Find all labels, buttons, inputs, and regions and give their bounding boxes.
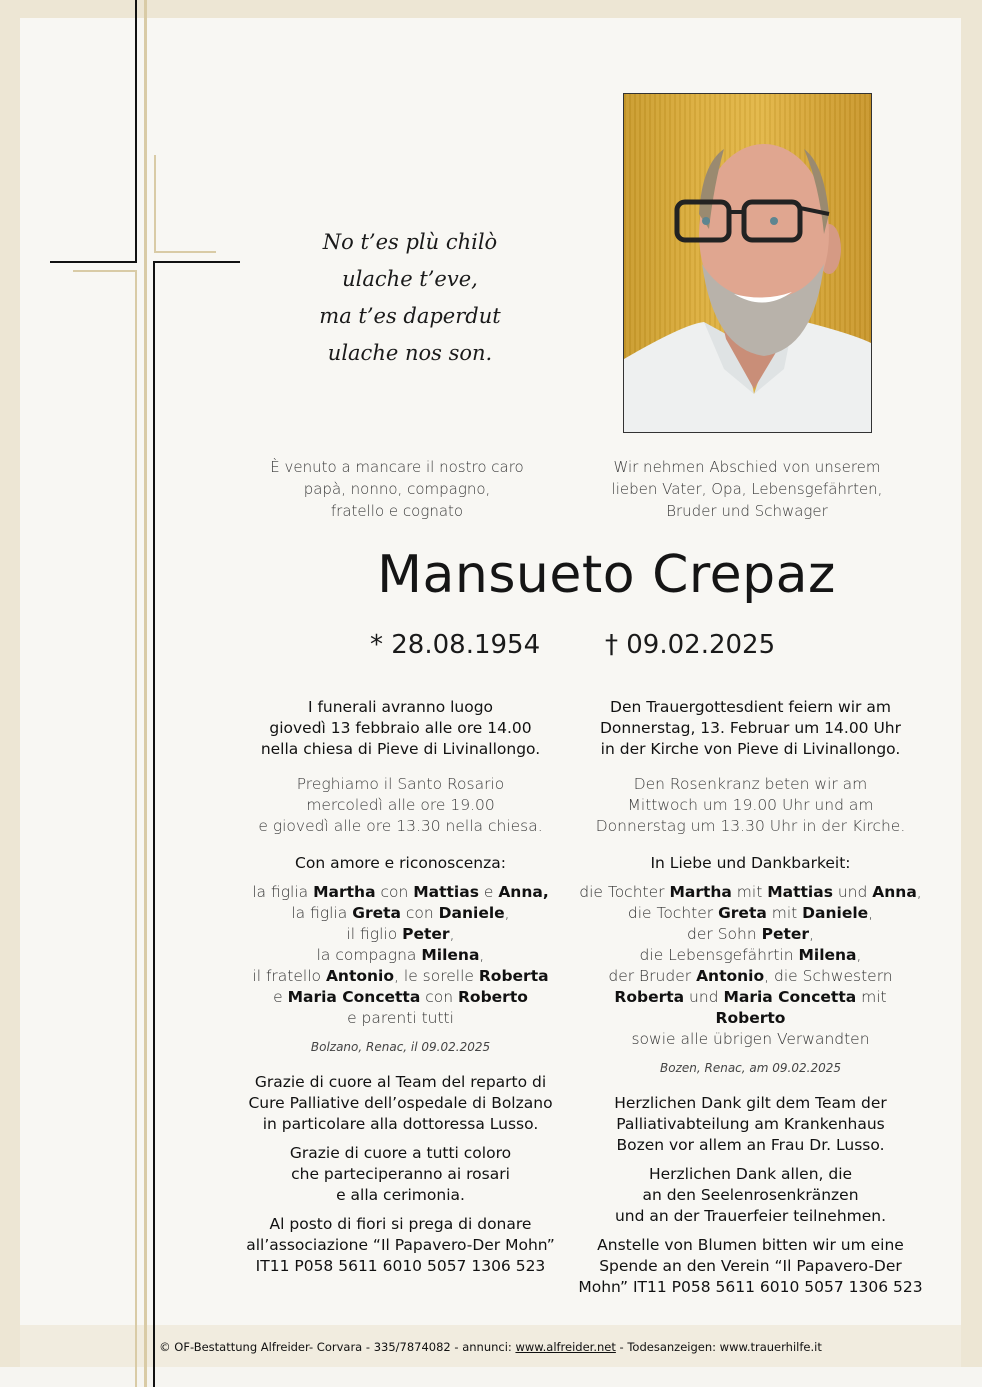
trauerhilfe-text: www.trauerhilfe.it: [719, 1340, 822, 1354]
footer-text: - Todesanzeigen:: [615, 1340, 720, 1354]
relative-line: la figlia Greta con Daniele,: [291, 904, 510, 922]
relatives-list: [228, 882, 573, 1029]
intro-line: Bruder und Schwager: [666, 502, 828, 520]
poem: [260, 224, 560, 372]
relative-line: il fratello Antonio, le sorelle Roberta: [252, 967, 549, 985]
place-date: Bozen, Renac, am 09.02.2025: [660, 1061, 841, 1075]
portrait-illustration: [624, 94, 872, 433]
relative-line: la compagna Milena,: [316, 946, 485, 964]
relative-line: e parenti tutti: [347, 1009, 454, 1027]
relative-line: der Sohn Peter,: [687, 925, 814, 943]
relative-line: die Lebensgefährtin Milena,: [639, 946, 862, 964]
intro-line: lieben Vater, Opa, Lebensgefährten,: [611, 480, 883, 498]
italian-column: [228, 697, 573, 1277]
relatives-heading: Con amore e riconoscenza:: [295, 854, 506, 872]
relative-line: sowie alle übrigen Verwandten: [631, 1030, 870, 1048]
portrait-photo: [623, 93, 872, 433]
thanks-team: Grazie di cuore al Team del reparto di Cure Palliative dell’ospedale di Bolzano in particolare alla dottoressa Lusso.: [248, 1073, 553, 1133]
german-column: [578, 697, 923, 1298]
relatives-list: [578, 882, 923, 1050]
funeral-info: Den Trauergottesdient feiern wir am Donnerstag, 13. Februar um 14.00 Uhr in der Kirche von Pieve di Livinallongo.: [599, 698, 902, 758]
relative-line: die Tochter Martha mit Mattias und Anna,: [579, 883, 922, 901]
thanks-team: Herzlichen Dank gilt dem Team der Palliativabteilung am Krankenhaus Bozen vor allem an Frau Dr. Lusso.: [614, 1094, 887, 1154]
deceased-name: Mansueto Crepaz: [377, 545, 836, 605]
thanks-all: Grazie di cuore a tutti coloro che parteciperanno ai rosari e alla cerimonia.: [289, 1144, 512, 1204]
bottom-strip: [0, 1367, 982, 1387]
relatives-heading: In Liebe und Dankbarkeit:: [650, 854, 851, 872]
death-date: † 09.02.2025: [605, 630, 776, 660]
donation-info: Al posto di fiori si prega di donare all’associazione “Il Papavero-Der Mohn” IT11 P058 5611 6010 5057 1306 523: [246, 1215, 555, 1275]
intro-line: Wir nehmen Abschied von unserem: [613, 458, 881, 476]
poem-line: ulache nos son.: [327, 341, 493, 365]
alfreider-link[interactable]: www.alfreider.net: [515, 1340, 616, 1354]
birth-date: * 28.08.1954: [370, 630, 541, 660]
intro-line: È venuto a mancare il nostro caro: [270, 458, 524, 476]
footer: [20, 1340, 961, 1354]
relative-line: il figlio Peter,: [346, 925, 455, 943]
footer-text: © OF-Bestattung Alfreider- Corvara - 335/7874082 - annunci:: [159, 1340, 516, 1354]
donation-info: Anstelle von Blumen bitten wir um eine Spende an den Verein “Il Papavero-Der Mohn” IT11 P058 5611 6010 5057 1306 523: [578, 1236, 923, 1296]
relative-line: die Tochter Greta mit Daniele,: [627, 904, 874, 922]
rosary-info: Den Rosenkranz beten wir am Mittwoch um 19.00 Uhr und am Donnerstag um 13.30 Uhr in der Kirche.: [595, 775, 906, 835]
relative-line: der Bruder Antonio, die Schwestern: [608, 967, 893, 985]
place-date: Bolzano, Renac, il 09.02.2025: [310, 1040, 491, 1054]
intro-line: fratello e cognato: [330, 502, 464, 520]
poem-line: No t’es plù chilò: [322, 230, 498, 254]
thanks-all: Herzlichen Dank allen, die an den Seelenrosenkränzen und an der Trauerfeier teilnehmen.: [614, 1165, 887, 1225]
relative-line: Roberta und Maria Concetta mit Roberto: [614, 988, 887, 1027]
relative-line: e Maria Concetta con Roberto: [273, 988, 528, 1006]
intro-italian: [232, 456, 562, 522]
intro-german: [582, 456, 912, 522]
rosary-info: Preghiamo il Santo Rosario mercoledì alle ore 19.00 e giovedì alle ore 13.30 nella chiesa.: [258, 775, 543, 835]
funeral-info: I funerali avranno luogo giovedì 13 febbraio alle ore 14.00 nella chiesa di Pieve di Livinallongo.: [260, 698, 541, 758]
relative-line: la figlia Martha con Mattias e Anna,: [252, 883, 549, 901]
poem-line: ma t’es daperdut: [319, 304, 501, 328]
intro-line: papà, nonno, compagno,: [303, 480, 491, 498]
poem-line: ulache t’eve,: [342, 267, 478, 291]
